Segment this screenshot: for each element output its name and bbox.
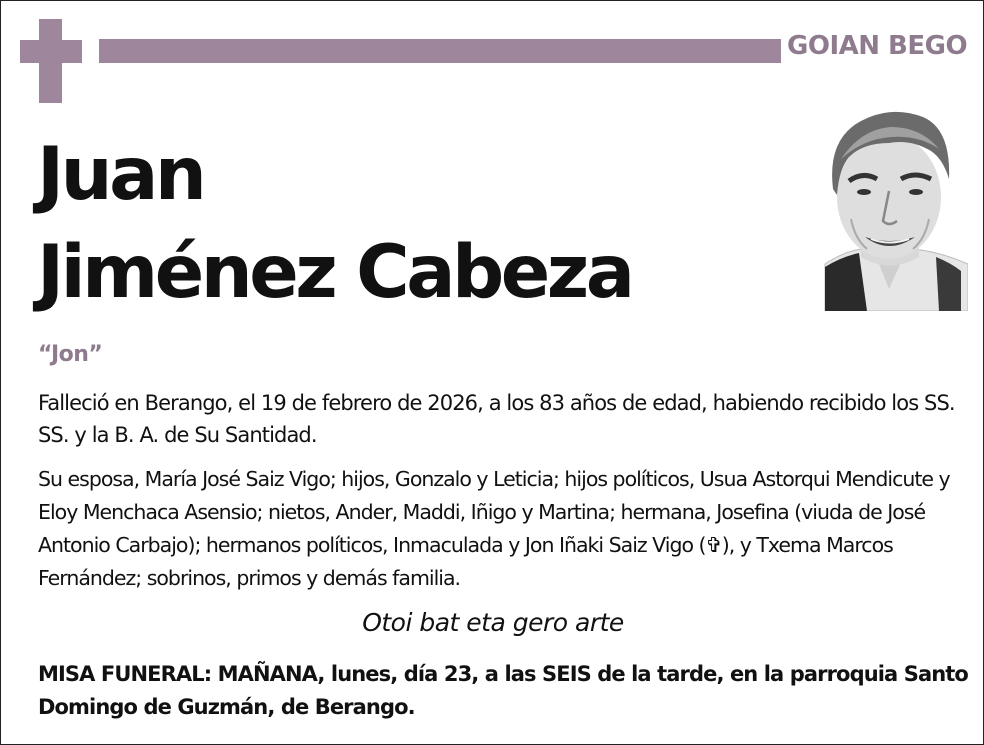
family-text-part1: Su esposa, María José Saiz Vigo; hijos, Gonzalo y Leticia; hijos políticos, Usua Astorqui Mendicute y Eloy Menchaca Asensio; nietos, Ander, Maddi, Iñigo y Martina; hermana, Josefina (viuda de José Antonio Carbajo); hermanos políticos, Inmaculada y Jon Iñaki Saiz Vigo (: [38, 467, 950, 557]
portrait-photo: [811, 99, 968, 311]
cross-icon: [20, 19, 82, 103]
header-rule: [99, 39, 781, 63]
funeral-notice: MISA FUNERAL: MAÑANA, lunes, día 23, a las SEIS de la tarde, en la parroquia Santo Domingo de Guzmán, de Berango.: [38, 662, 968, 719]
deceased-surnames: Jiménez Cabeza: [37, 230, 632, 315]
family-text-part2: ), y Txema Marcos Fernández; sobrinos, primos y demás familia.: [38, 533, 893, 590]
deceased-cross-icon: ✞: [705, 533, 722, 557]
death-notice-paragraph: Falleció en Berango, el 19 de febrero de 2026, a los 83 años de edad, habiendo recibido los SS. SS. y la B. A. de Su Santidad.: [38, 391, 955, 447]
cross-horizontal-bar: [20, 40, 82, 63]
deceased-first-name: Juan: [37, 132, 204, 217]
prayer-line: Otoi bat eta gero arte: [362, 608, 624, 637]
family-paragraph: [38, 463, 958, 595]
portrait-illustration: [811, 99, 968, 311]
brand-title: GOIAN BEGO: [787, 31, 968, 61]
deceased-nickname: “Jon”: [38, 342, 103, 367]
